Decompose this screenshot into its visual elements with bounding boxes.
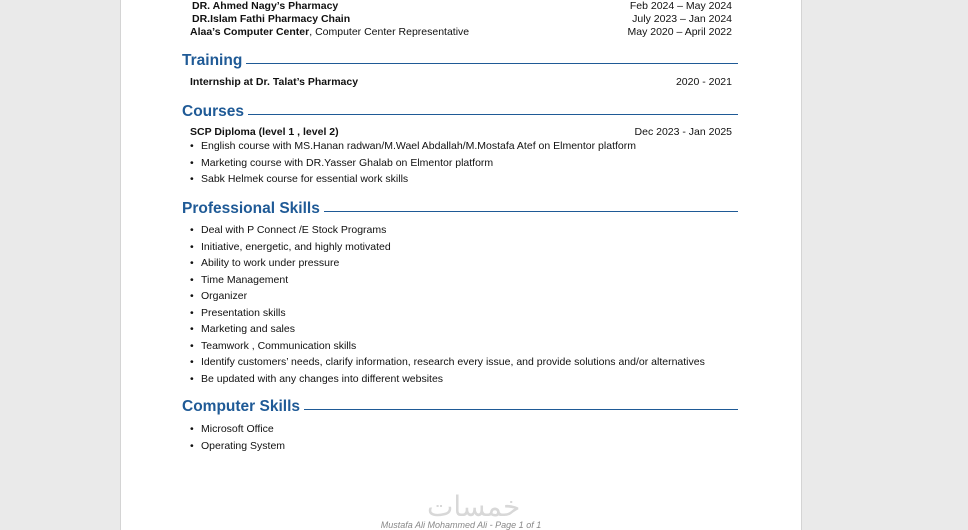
experience-org: DR. Ahmed Nagy’s Pharmacy	[192, 0, 339, 12]
section-training	[182, 52, 738, 72]
experience-dates: May 2020 – April 2022	[627, 26, 732, 38]
list-item: • Operating System	[190, 440, 285, 457]
computer-skills-list	[190, 423, 285, 456]
course-name: SCP Diploma (level 1 , level 2)	[190, 126, 339, 138]
experience-dates: Feb 2024 – May 2024	[629, 0, 732, 12]
list-item: • Teamwork , Communication skills	[190, 340, 705, 357]
list-item: • Sabk Helmek course for essential work skills	[190, 173, 636, 190]
experience-role: , Computer Center Representative	[309, 26, 470, 38]
resume-page	[120, 0, 802, 530]
list-item: • Microsoft Office	[190, 423, 285, 440]
section-rule	[182, 63, 738, 64]
watermark-logo: خمسات	[427, 490, 521, 523]
list-item: • Marketing course with DR.Yasser Ghalab on Elmentor platform	[190, 157, 636, 174]
section-professional-skills	[182, 200, 738, 220]
list-item: • Deal with P Connect /E Stock Programs	[190, 224, 705, 241]
course-entry	[190, 126, 732, 139]
section-title: Training	[182, 52, 246, 70]
training-entry	[190, 76, 732, 89]
list-item: • Organizer	[190, 290, 705, 307]
list-item: • Marketing and sales	[190, 323, 705, 340]
professional-skills-list	[190, 224, 705, 389]
section-title: Computer Skills	[182, 398, 304, 416]
section-computer-skills	[182, 398, 738, 418]
course-dates: Dec 2023 - Jan 2025	[634, 126, 732, 138]
experience-org: Alaa’s Computer Center	[190, 26, 310, 38]
section-title: Professional Skills	[182, 200, 324, 218]
list-item: • Be updated with any changes into different websites	[190, 373, 705, 390]
experience-item	[192, 0, 732, 13]
training-name: Internship at Dr. Talat’s Pharmacy	[190, 76, 359, 88]
list-item: • Ability to work under pressure	[190, 257, 705, 274]
section-rule	[182, 114, 738, 115]
list-item: • Initiative, energetic, and highly motivated	[190, 241, 705, 258]
course-list	[190, 140, 636, 190]
list-item: • Time Management	[190, 274, 705, 291]
section-courses	[182, 103, 738, 123]
section-title: Courses	[182, 103, 248, 121]
training-dates: 2020 - 2021	[675, 76, 732, 88]
experience-org: DR.Islam Fathi Pharmacy Chain	[192, 13, 351, 25]
experience-item	[190, 26, 732, 39]
list-item: • Identify customers’ needs, clarify information, research every issue, and provide solutions and/or alternatives	[190, 356, 705, 373]
experience-item	[192, 13, 732, 26]
list-item: • English course with MS.Hanan radwan/M.Wael Abdallah/M.Mostafa Atef on Elmentor platform	[190, 140, 636, 157]
page-footer: Mustafa Ali Mohammed Ali - Page 1 of 1	[380, 520, 542, 530]
list-item: • Presentation skills	[190, 307, 705, 324]
experience-dates: July 2023 – Jan 2024	[632, 13, 732, 25]
